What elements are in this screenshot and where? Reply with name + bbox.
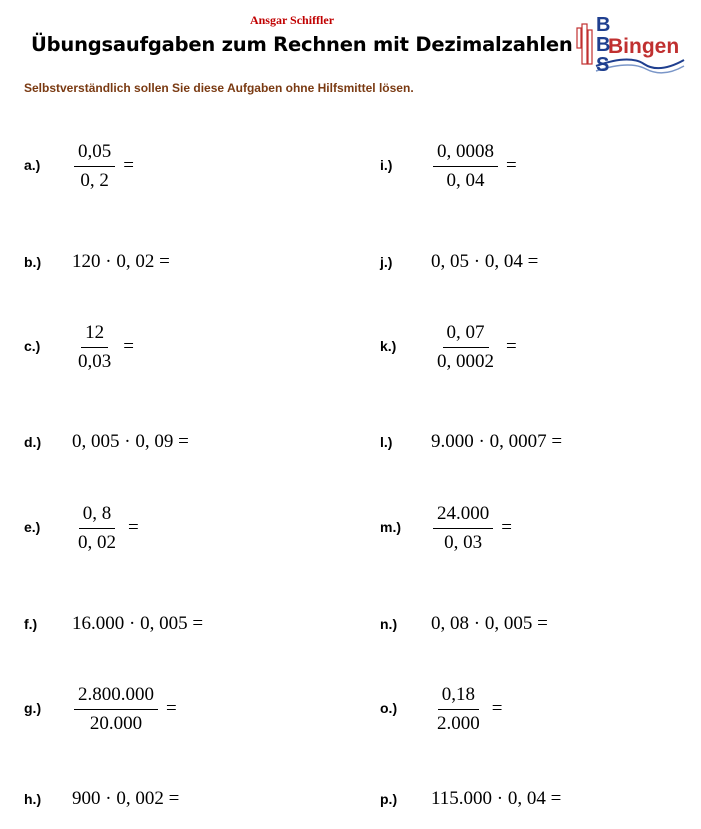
product-expression: 120 · 0, 02 =	[72, 251, 170, 272]
task-label: g.)	[24, 700, 42, 716]
task-expression	[72, 429, 189, 455]
product-expression: 115.000 · 0, 04 =	[431, 788, 562, 809]
instructions: Selbstverständlich sollen Sie diese Aufgaben ohne Hilfsmittel lösen.	[24, 81, 414, 95]
equals-sign: =	[506, 336, 517, 357]
task-expression	[72, 313, 134, 381]
logo-word: Bingen	[608, 35, 680, 58]
building-icon	[577, 24, 592, 64]
denominator: 0, 0002	[437, 350, 494, 372]
numerator: 24.000	[433, 503, 493, 529]
equals-sign: =	[491, 698, 503, 719]
task-expression	[431, 494, 512, 562]
numerator: 0, 0008	[433, 141, 498, 167]
denominator: 0,03	[78, 350, 112, 372]
task-label: i.)	[380, 157, 393, 173]
numerator: 0, 07	[443, 322, 489, 348]
task-expression	[431, 249, 538, 275]
task-expression	[72, 249, 170, 275]
product-expression: 0, 05 · 0, 04 =	[431, 251, 539, 272]
task-label: d.)	[24, 434, 42, 450]
task-label: p.)	[380, 791, 398, 807]
numerator: 2.800.000	[74, 684, 158, 710]
task-label: j.)	[380, 254, 393, 270]
task-label: f.)	[24, 616, 38, 632]
task-label: k.)	[380, 338, 397, 354]
product-expression: 0, 005 · 0, 09 =	[72, 431, 189, 452]
equals-sign: =	[123, 336, 134, 357]
task-expression	[72, 675, 177, 743]
fraction	[431, 141, 500, 192]
task-label: b.)	[24, 254, 42, 270]
denominator: 0, 03	[444, 531, 483, 553]
equals-sign: =	[166, 698, 177, 719]
task-expression	[72, 132, 134, 200]
numerator: 12	[81, 322, 108, 348]
task-label: l.)	[380, 434, 393, 450]
author-name: Ansgar Schiffler	[249, 13, 335, 27]
logo-letter-s: S	[596, 54, 610, 76]
denominator: 0, 2	[80, 169, 109, 191]
denominator: 0, 04	[446, 169, 485, 191]
numerator: 0, 8	[79, 503, 116, 529]
fraction	[431, 503, 495, 554]
task-label: e.)	[24, 519, 41, 535]
task-expression	[431, 429, 562, 455]
equals-sign: =	[128, 517, 139, 538]
task-label: m.)	[380, 519, 401, 535]
fraction	[72, 503, 122, 554]
product-expression: 900 · 0, 002 =	[72, 788, 180, 809]
page-title: Übungsaufgaben zum Rechnen mit Dezimalzahlen	[31, 33, 573, 56]
task-expression	[72, 611, 203, 637]
task-expression	[72, 494, 139, 562]
fraction	[72, 141, 117, 192]
denominator: 20.000	[89, 712, 143, 734]
task-label: o.)	[380, 700, 398, 716]
task-expression	[431, 132, 517, 200]
logo-letter-b2: B	[596, 34, 611, 56]
denominator: 2.000	[437, 712, 480, 734]
task-expression	[431, 611, 548, 637]
fraction	[431, 684, 486, 735]
task-label: n.)	[380, 616, 398, 632]
fraction	[72, 684, 160, 735]
task-expression	[431, 675, 502, 743]
task-expression	[72, 786, 179, 812]
task-expression	[431, 786, 561, 812]
product-expression: 9.000 · 0, 0007 =	[431, 431, 563, 452]
logo-letter-b1: B	[596, 14, 611, 36]
equals-sign: =	[506, 155, 517, 176]
equals-sign: =	[123, 155, 134, 176]
fraction	[431, 322, 500, 373]
fraction	[72, 322, 117, 373]
product-expression: 16.000 · 0, 005 =	[72, 613, 204, 634]
task-label: c.)	[24, 338, 41, 354]
equals-sign: =	[501, 517, 512, 538]
task-label: a.)	[24, 157, 41, 173]
product-expression: 0, 08 · 0, 005 =	[431, 613, 548, 634]
numerator: 0,18	[438, 684, 479, 710]
numerator: 0,05	[74, 141, 115, 167]
task-expression	[431, 313, 517, 381]
task-label: h.)	[24, 791, 42, 807]
denominator: 0, 02	[78, 531, 116, 553]
bbs-bingen-logo	[574, 14, 686, 76]
